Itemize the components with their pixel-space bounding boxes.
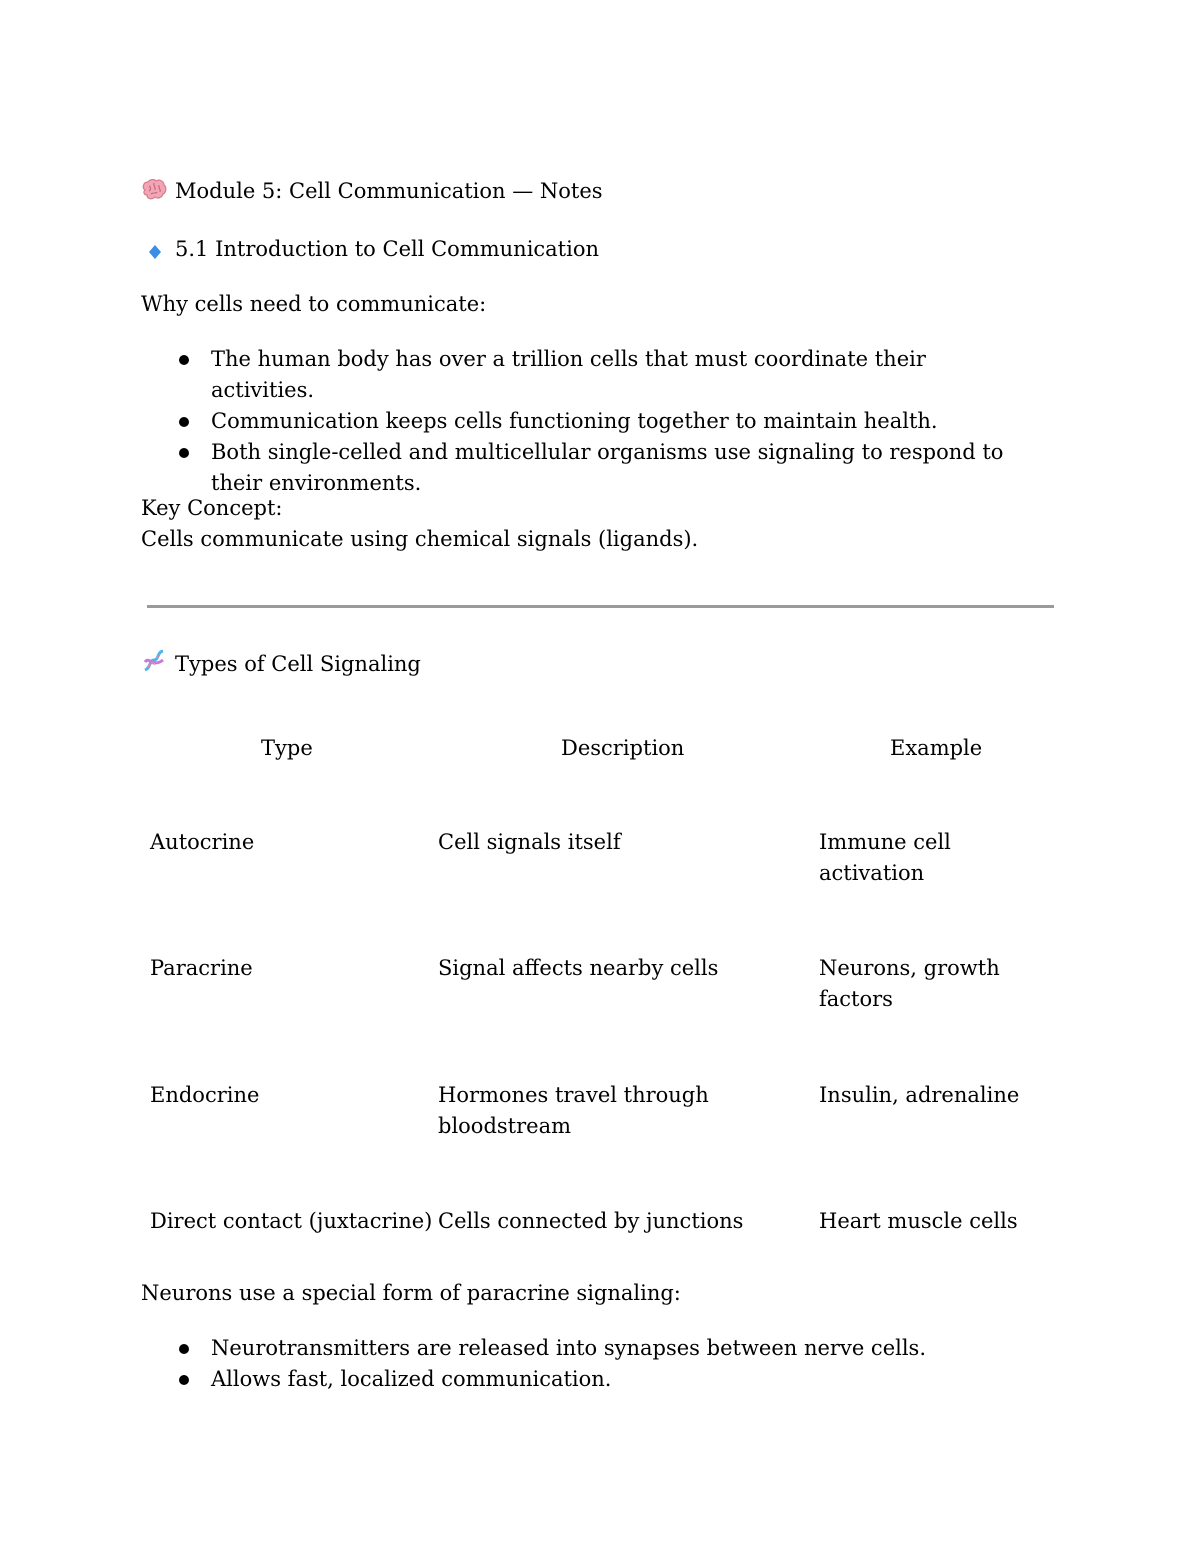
divider	[147, 605, 1054, 608]
bullet-icon	[179, 1375, 189, 1385]
key-concept-text: Cells communicate using chemical signals (ligands).	[141, 527, 699, 551]
table-header-description: Description	[561, 736, 685, 760]
list-item: The human body has over a trillion cells that must coordinate their activities.	[141, 344, 1021, 406]
list-item: Allows fast, localized communication.	[141, 1364, 1021, 1395]
table-cell-example: Heart muscle cells	[819, 1209, 1018, 1233]
table-cell-example: Immune cell activation	[819, 830, 951, 885]
section-heading	[141, 234, 599, 268]
dna-icon	[141, 648, 167, 683]
bullet-icon	[179, 355, 189, 365]
list-item: Both single-celled and multicellular organisms use signaling to respond to their environments.	[141, 437, 1021, 499]
table-cell-type: Endocrine	[150, 1083, 260, 1107]
bullet-icon	[179, 1344, 189, 1354]
key-concept-label: Key Concept:	[141, 496, 283, 520]
table-cell-description: Signal affects nearby cells	[438, 956, 719, 980]
table-cell-type: Autocrine	[150, 830, 255, 854]
types-heading-text: Types of Cell Signaling	[175, 652, 421, 676]
list-item: Communication keeps cells functioning together to maintain health.	[141, 406, 1021, 437]
table-cell-example: Neurons, growth factors	[819, 956, 1000, 1011]
table-header-type: Type	[261, 736, 313, 760]
table-cell-type: Paracrine	[150, 956, 253, 980]
types-heading	[141, 648, 421, 683]
table-cell-description: Hormones travel through bloodstream	[438, 1083, 709, 1138]
table-cell-example: Insulin, adrenaline	[819, 1083, 1020, 1107]
brain-icon	[141, 179, 167, 210]
why-label: Why cells need to communicate:	[141, 292, 487, 316]
neurons-bullet-list	[141, 1333, 1021, 1395]
why-bullet-list	[141, 344, 1021, 499]
title-text: Module 5: Cell Communication — Notes	[175, 179, 603, 203]
list-item: Neurotransmitters are released into synapses between nerve cells.	[141, 1333, 1021, 1364]
page-title	[141, 176, 603, 210]
bullet-icon	[179, 448, 189, 458]
table-cell-description: Cell signals itself	[438, 830, 621, 854]
section-heading-text: 5.1 Introduction to Cell Communication	[175, 237, 600, 261]
neurons-label: Neurons use a special form of paracrine signaling:	[141, 1281, 681, 1305]
bullet-icon	[179, 417, 189, 427]
blue-diamond-icon	[149, 237, 161, 268]
table-cell-type: Direct contact (juxtacrine)	[150, 1209, 433, 1233]
table-header-example: Example	[890, 736, 983, 760]
table-cell-description: Cells connected by junctions	[438, 1209, 744, 1233]
